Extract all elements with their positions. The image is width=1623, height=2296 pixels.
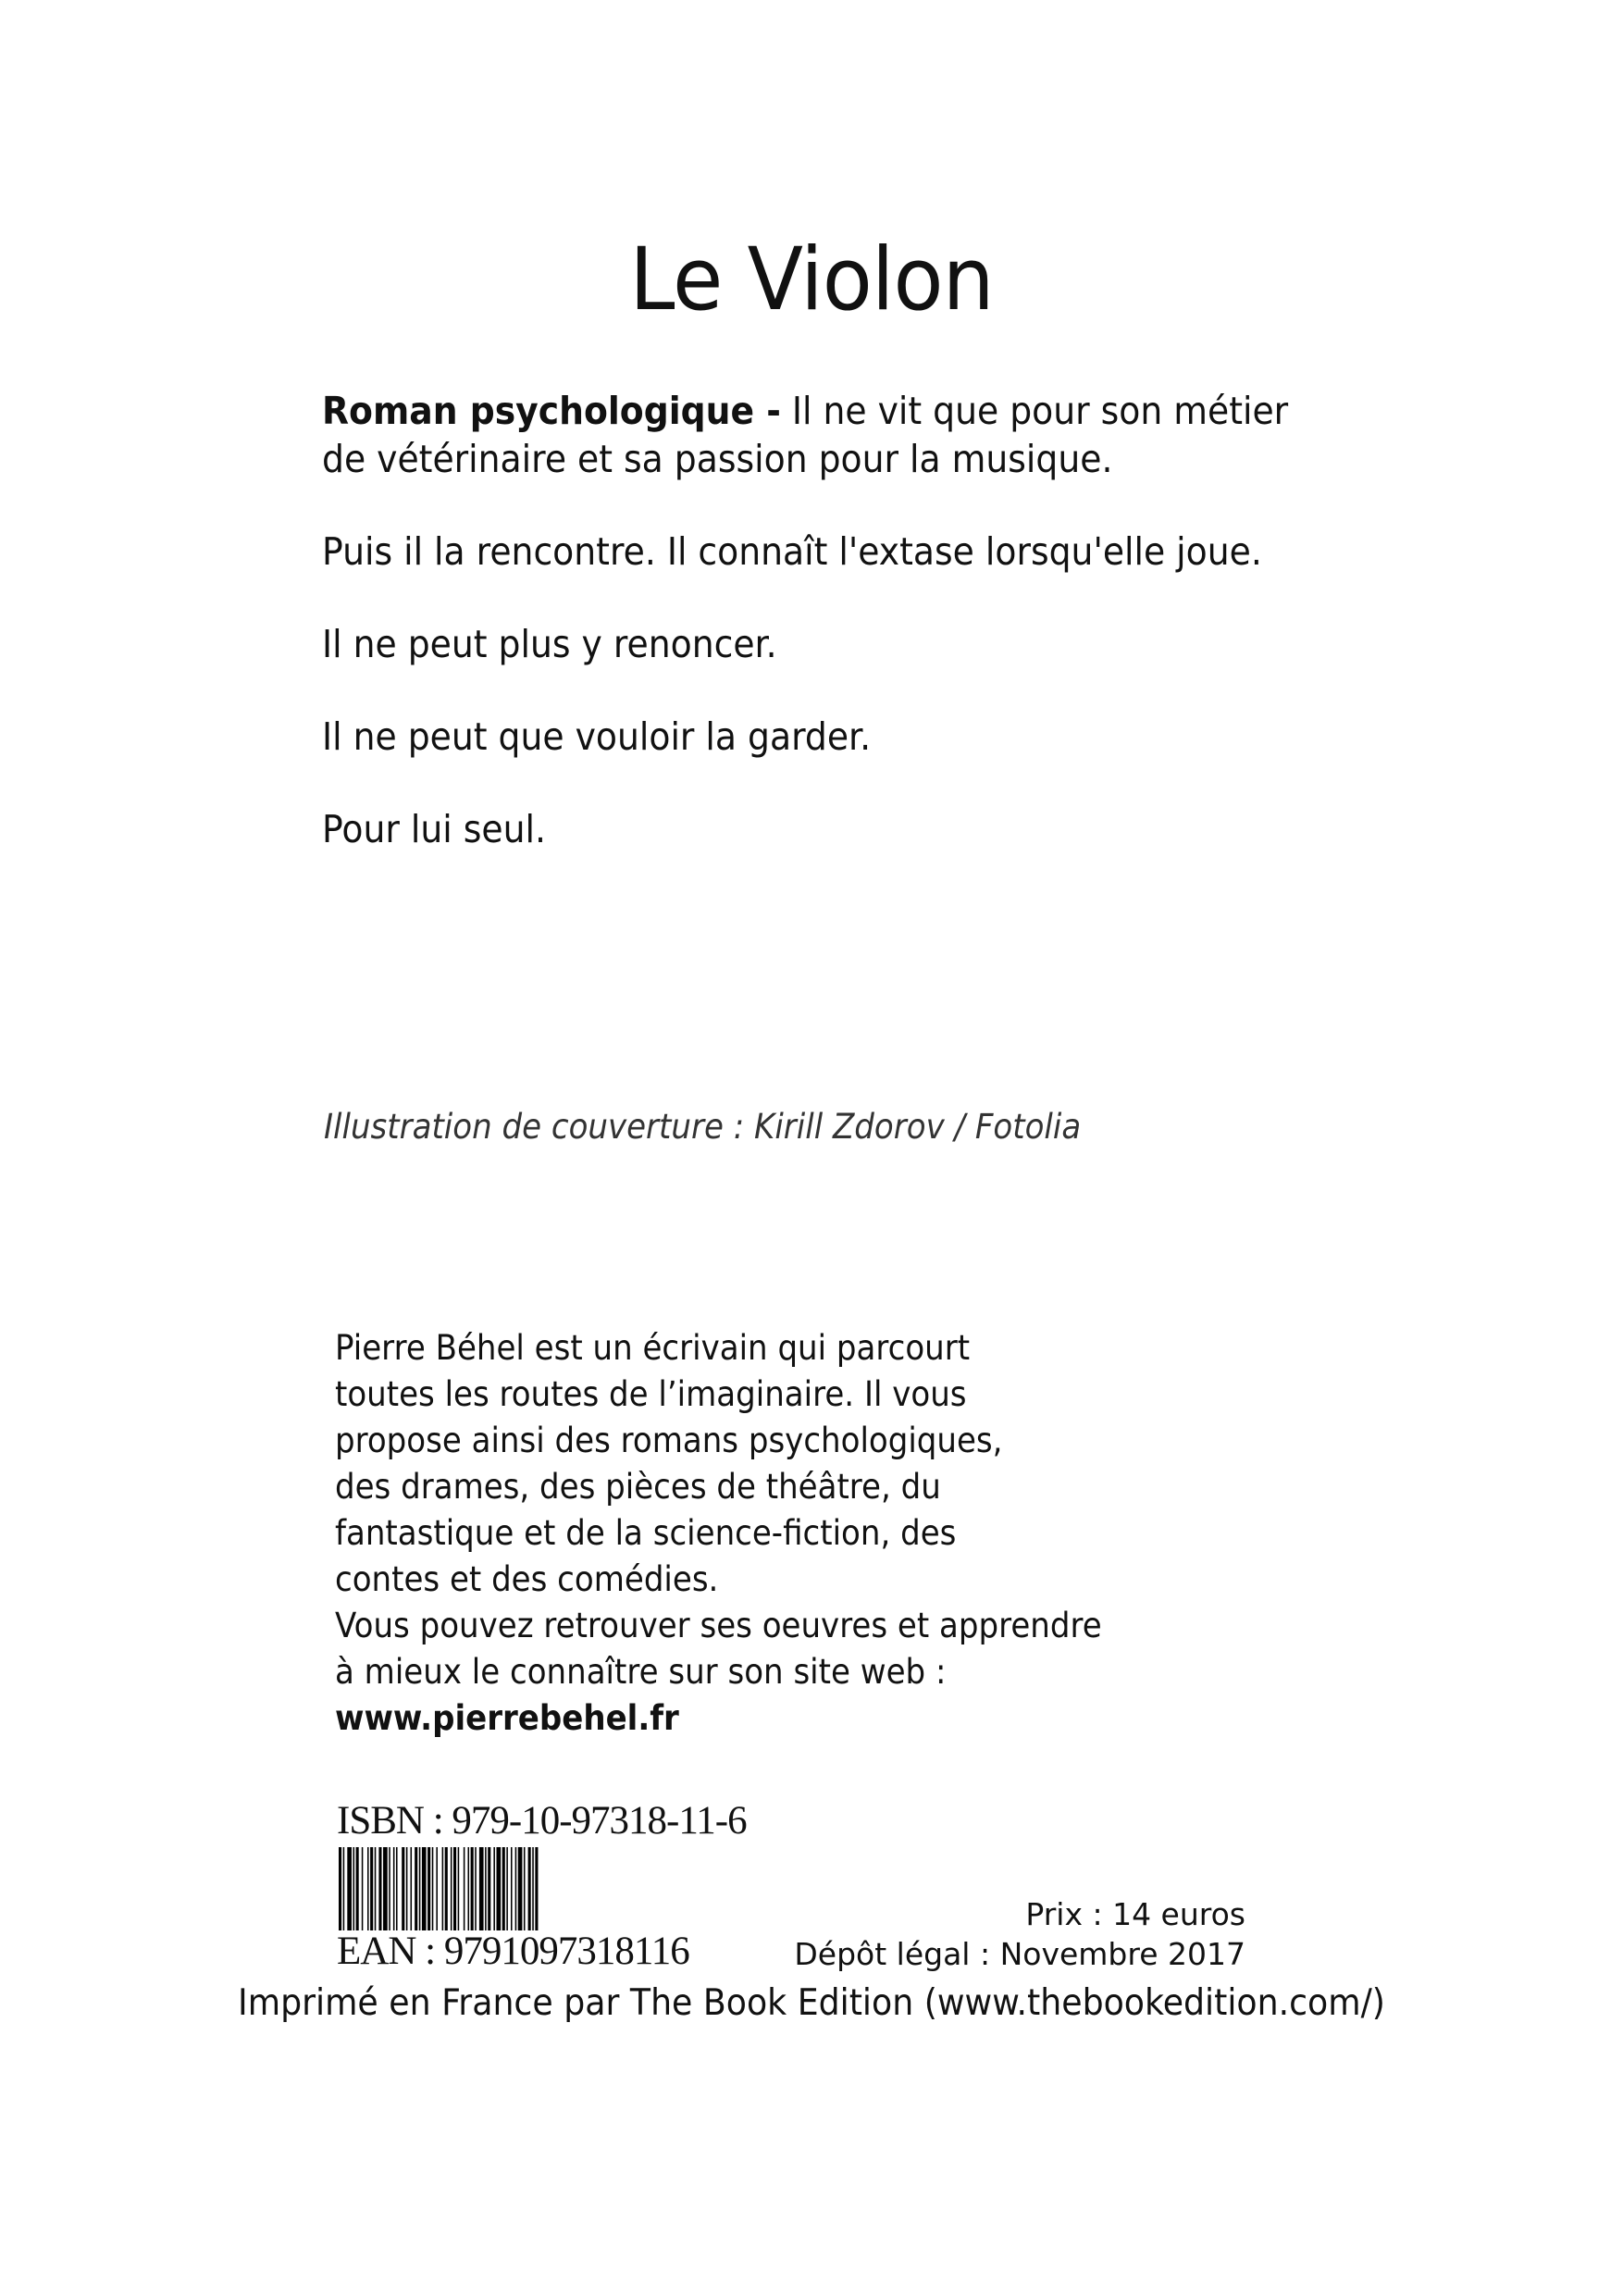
blurb-paragraph-2: Puis il la rencontre. Il connaît l'extase lorsqu'elle joue. <box>322 529 1262 574</box>
blurb-paragraph-3: Il ne peut plus y renoncer. <box>322 622 777 666</box>
blurb-paragraph-1 <box>322 387 1327 483</box>
bio-line: des drames, des pièces de théâtre, du <box>335 1467 941 1507</box>
author-bio <box>335 1325 1152 1742</box>
price-label: Prix : 14 euros <box>1025 1896 1245 1932</box>
book-title: Le Violon <box>629 230 994 330</box>
illustration-credit: Illustration de couverture : Kirill Zdorov / Fotolia <box>324 1107 1082 1147</box>
bio-line: fantastique et de la science-fiction, des <box>335 1513 957 1553</box>
blurb-paragraph-1-text: Il ne vit que pour son métier de vétérinaire et sa passion pour la musique. <box>322 389 1289 481</box>
author-website-link[interactable]: www.pierrebehel.fr <box>335 1698 679 1738</box>
ean-number: EAN : 9791097318116 <box>337 1930 689 1973</box>
bio-line: à mieux le connaître sur son site web : <box>335 1652 947 1692</box>
isbn-number: ISBN : 979-10-97318-11-6 <box>337 1799 747 1843</box>
bio-line: contes et des comédies. <box>335 1559 719 1599</box>
bio-line: propose ainsi des romans psychologiques, <box>335 1421 1003 1460</box>
legal-deposit-label: Dépôt légal : Novembre 2017 <box>794 1936 1245 1972</box>
blurb-paragraph-5: Pour lui seul. <box>322 807 546 851</box>
bio-line: Pierre Béhel est un écrivain qui parcourt <box>335 1328 971 1368</box>
barcode-icon <box>339 1847 640 1930</box>
bio-line: toutes les routes de l’imaginaire. Il vous <box>335 1374 967 1414</box>
blurb-genre-label: Roman psychologique - <box>322 389 781 433</box>
bio-line: Vous pouvez retrouver ses oeuvres et apprendre <box>335 1606 1102 1645</box>
blurb-paragraph-4: Il ne peut que vouloir la garder. <box>322 714 872 759</box>
book-blurb <box>322 387 1327 853</box>
printer-info: Imprimé en France par The Book Edition (www.thebookedition.com/) <box>238 1982 1385 2024</box>
